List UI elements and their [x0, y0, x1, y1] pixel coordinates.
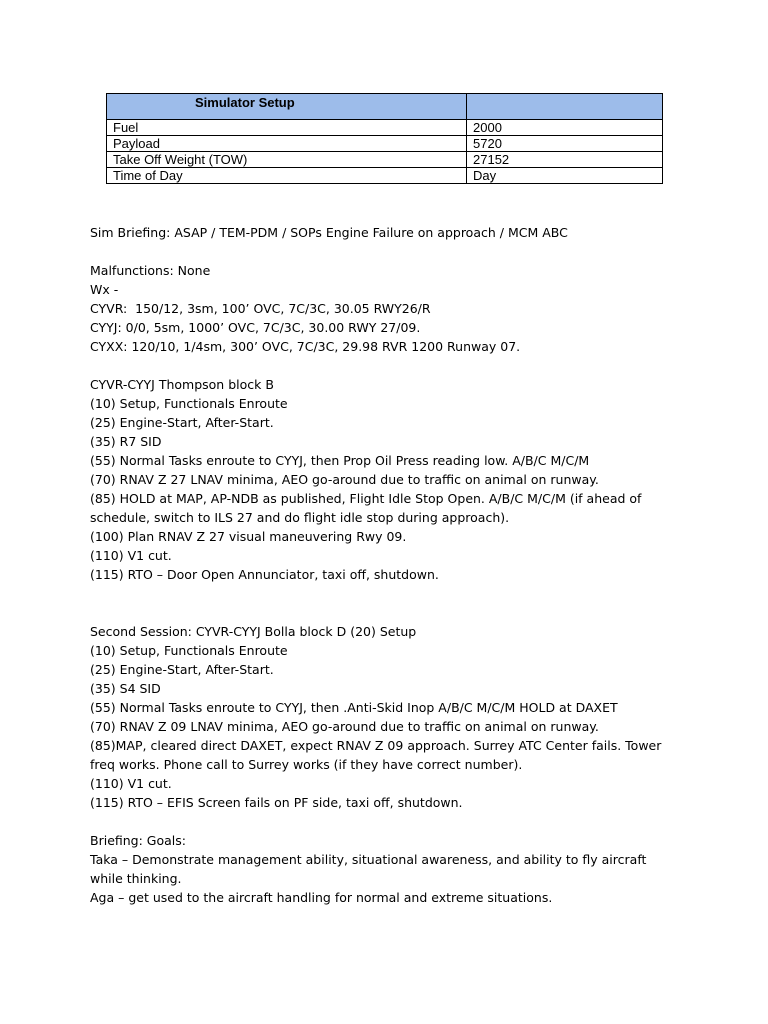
session-two-item: (10) Setup, Functionals Enroute	[90, 643, 288, 658]
session-two-item: (35) S4 SID	[90, 681, 161, 696]
wx-label: Wx -	[90, 282, 119, 297]
table-header-cell	[467, 94, 663, 120]
session-one-item: (100) Plan RNAV Z 27 visual maneuvering Rwy 09.	[90, 529, 407, 544]
session-one-item: (115) RTO – Door Open Annunciator, taxi off, shutdown.	[90, 567, 439, 582]
table-cell-label: Payload	[107, 136, 467, 152]
briefing-goal-item: Taka – Demonstrate management ability, situational awareness, and ability to fly aircraft while thinking.	[90, 852, 651, 886]
spacer	[90, 584, 680, 622]
session-one-item: (25) Engine-Start, After-Start.	[90, 415, 274, 430]
briefing-goals-title: Briefing: Goals:	[90, 833, 186, 848]
table-header-cell: Simulator Setup	[107, 94, 467, 120]
session-one-item: (110) V1 cut.	[90, 548, 172, 563]
session-two-item: (110) V1 cut.	[90, 776, 172, 791]
wx-line: CYYJ: 0/0, 5sm, 1000’ OVC, 7C/3C, 30.00 RWY 27/09.	[90, 320, 421, 335]
table-cell-label: Time of Day	[107, 168, 467, 184]
session-one-item: (55) Normal Tasks enroute to CYYJ, then Prop Oil Press reading low. A/B/C M/C/M	[90, 453, 590, 468]
table-cell-value: Day	[467, 168, 663, 184]
briefing-body	[90, 223, 680, 907]
table-row	[107, 168, 663, 184]
spacer	[90, 812, 680, 831]
session-two-item: (25) Engine-Start, After-Start.	[90, 662, 274, 677]
table-row	[107, 120, 663, 136]
session-two-title: Second Session: CYVR-CYYJ Bolla block D (20) Setup	[90, 624, 417, 639]
table-cell-value: 2000	[467, 120, 663, 136]
spacer	[90, 242, 680, 261]
session-two-item: (85)MAP, cleared direct DAXET, expect RNAV Z 09 approach. Surrey ATC Center fails. Tower freq works. Phone call to Surrey works (if they have correct number).	[90, 738, 666, 772]
spacer	[90, 356, 680, 375]
wx-line: CYXX: 120/10, 1/4sm, 300’ OVC, 7C/3C, 29.98 RVR 1200 Runway 07.	[90, 339, 521, 354]
session-one-item: (10) Setup, Functionals Enroute	[90, 396, 288, 411]
wx-line: CYVR: 150/12, 3sm, 100’ OVC, 7C/3C, 30.05 RWY26/R	[90, 301, 431, 316]
table-cell-value: 27152	[467, 152, 663, 168]
session-two-item: (70) RNAV Z 09 LNAV minima, AEO go-around due to traffic on animal on runway.	[90, 719, 599, 734]
table-cell-value: 5720	[467, 136, 663, 152]
simulator-setup-table	[106, 93, 663, 184]
malfunctions-line: Malfunctions: None	[90, 263, 211, 278]
table-row	[107, 136, 663, 152]
session-one-item: (85) HOLD at MAP, AP-NDB as published, Flight Idle Stop Open. A/B/C M/C/M (if ahead of schedule, switch to ILS 27 and do flight idle stop during approach).	[90, 491, 646, 525]
table-cell-label: Fuel	[107, 120, 467, 136]
session-two-item: (115) RTO – EFIS Screen fails on PF side, taxi off, shutdown.	[90, 795, 463, 810]
sim-briefing-line: Sim Briefing: ASAP / TEM-PDM / SOPs Engine Failure on approach / MCM ABC	[90, 225, 568, 240]
table-cell-label: Take Off Weight (TOW)	[107, 152, 467, 168]
session-one-item: (70) RNAV Z 27 LNAV minima, AEO go-around due to traffic on animal on runway.	[90, 472, 599, 487]
session-one-title: CYVR-CYYJ Thompson block B	[90, 377, 274, 392]
session-two-item: (55) Normal Tasks enroute to CYYJ, then .Anti-Skid Inop A/B/C M/C/M HOLD at DAXET	[90, 700, 618, 715]
session-one-item: (35) R7 SID	[90, 434, 162, 449]
table-header-row	[107, 94, 663, 120]
table-row	[107, 152, 663, 168]
briefing-goal-item: Aga – get used to the aircraft handling for normal and extreme situations.	[90, 890, 553, 905]
